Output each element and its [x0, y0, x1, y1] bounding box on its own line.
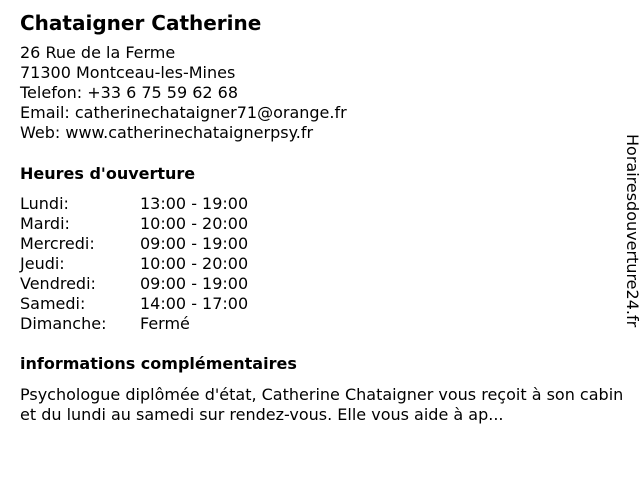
- hours-day: Dimanche:: [20, 314, 107, 333]
- hours-day: Samedi:: [20, 294, 86, 313]
- hours-day: Jeudi:: [20, 254, 65, 273]
- hours-time: 09:00 - 19:00: [140, 274, 249, 293]
- street-address: 26 Rue de la Ferme: [20, 43, 176, 62]
- hours-row-friday: [20, 274, 248, 294]
- opening-hours-table: [20, 194, 248, 334]
- hours-row-saturday: [20, 294, 248, 314]
- contact-block: [20, 43, 347, 143]
- site-watermark: Horairesdouverture24.fr: [623, 134, 642, 328]
- hours-time: Fermé: [140, 314, 190, 333]
- hours-row-tuesday: [20, 214, 248, 234]
- hours-day: Lundi:: [20, 194, 69, 213]
- business-name: Chataigner Catherine: [20, 11, 262, 35]
- hours-time: 09:00 - 19:00: [140, 234, 249, 253]
- hours-day: Mercredi:: [20, 234, 95, 253]
- email-line: Email: catherinechataigner71@orange.fr: [20, 103, 347, 122]
- website-line: Web: www.catherinechataignerpsy.fr: [20, 123, 314, 142]
- hours-row-wednesday: [20, 234, 248, 254]
- hours-row-thursday: [20, 254, 248, 274]
- additional-info-text: Psychologue diplômée d'état, Catherine Chataigner vous reçoit à son cabinet du lundi au samedi sur rendez-vous. Elle vous aide à ap...: [20, 385, 624, 424]
- hours-row-sunday: [20, 314, 248, 334]
- hours-time: 10:00 - 20:00: [140, 254, 249, 273]
- phone-line: Telefon: +33 6 75 59 62 68: [20, 83, 239, 102]
- hours-row-monday: [20, 194, 248, 214]
- city-postcode: 71300 Montceau-les-Mines: [20, 63, 236, 82]
- additional-info-heading: informations complémentaires: [20, 354, 297, 373]
- hours-time: 13:00 - 19:00: [140, 194, 249, 213]
- hours-time: 14:00 - 17:00: [140, 294, 249, 313]
- hours-day: Vendredi:: [20, 274, 96, 293]
- hours-day: Mardi:: [20, 214, 70, 233]
- hours-time: 10:00 - 20:00: [140, 214, 249, 233]
- opening-hours-heading: Heures d'ouverture: [20, 164, 196, 183]
